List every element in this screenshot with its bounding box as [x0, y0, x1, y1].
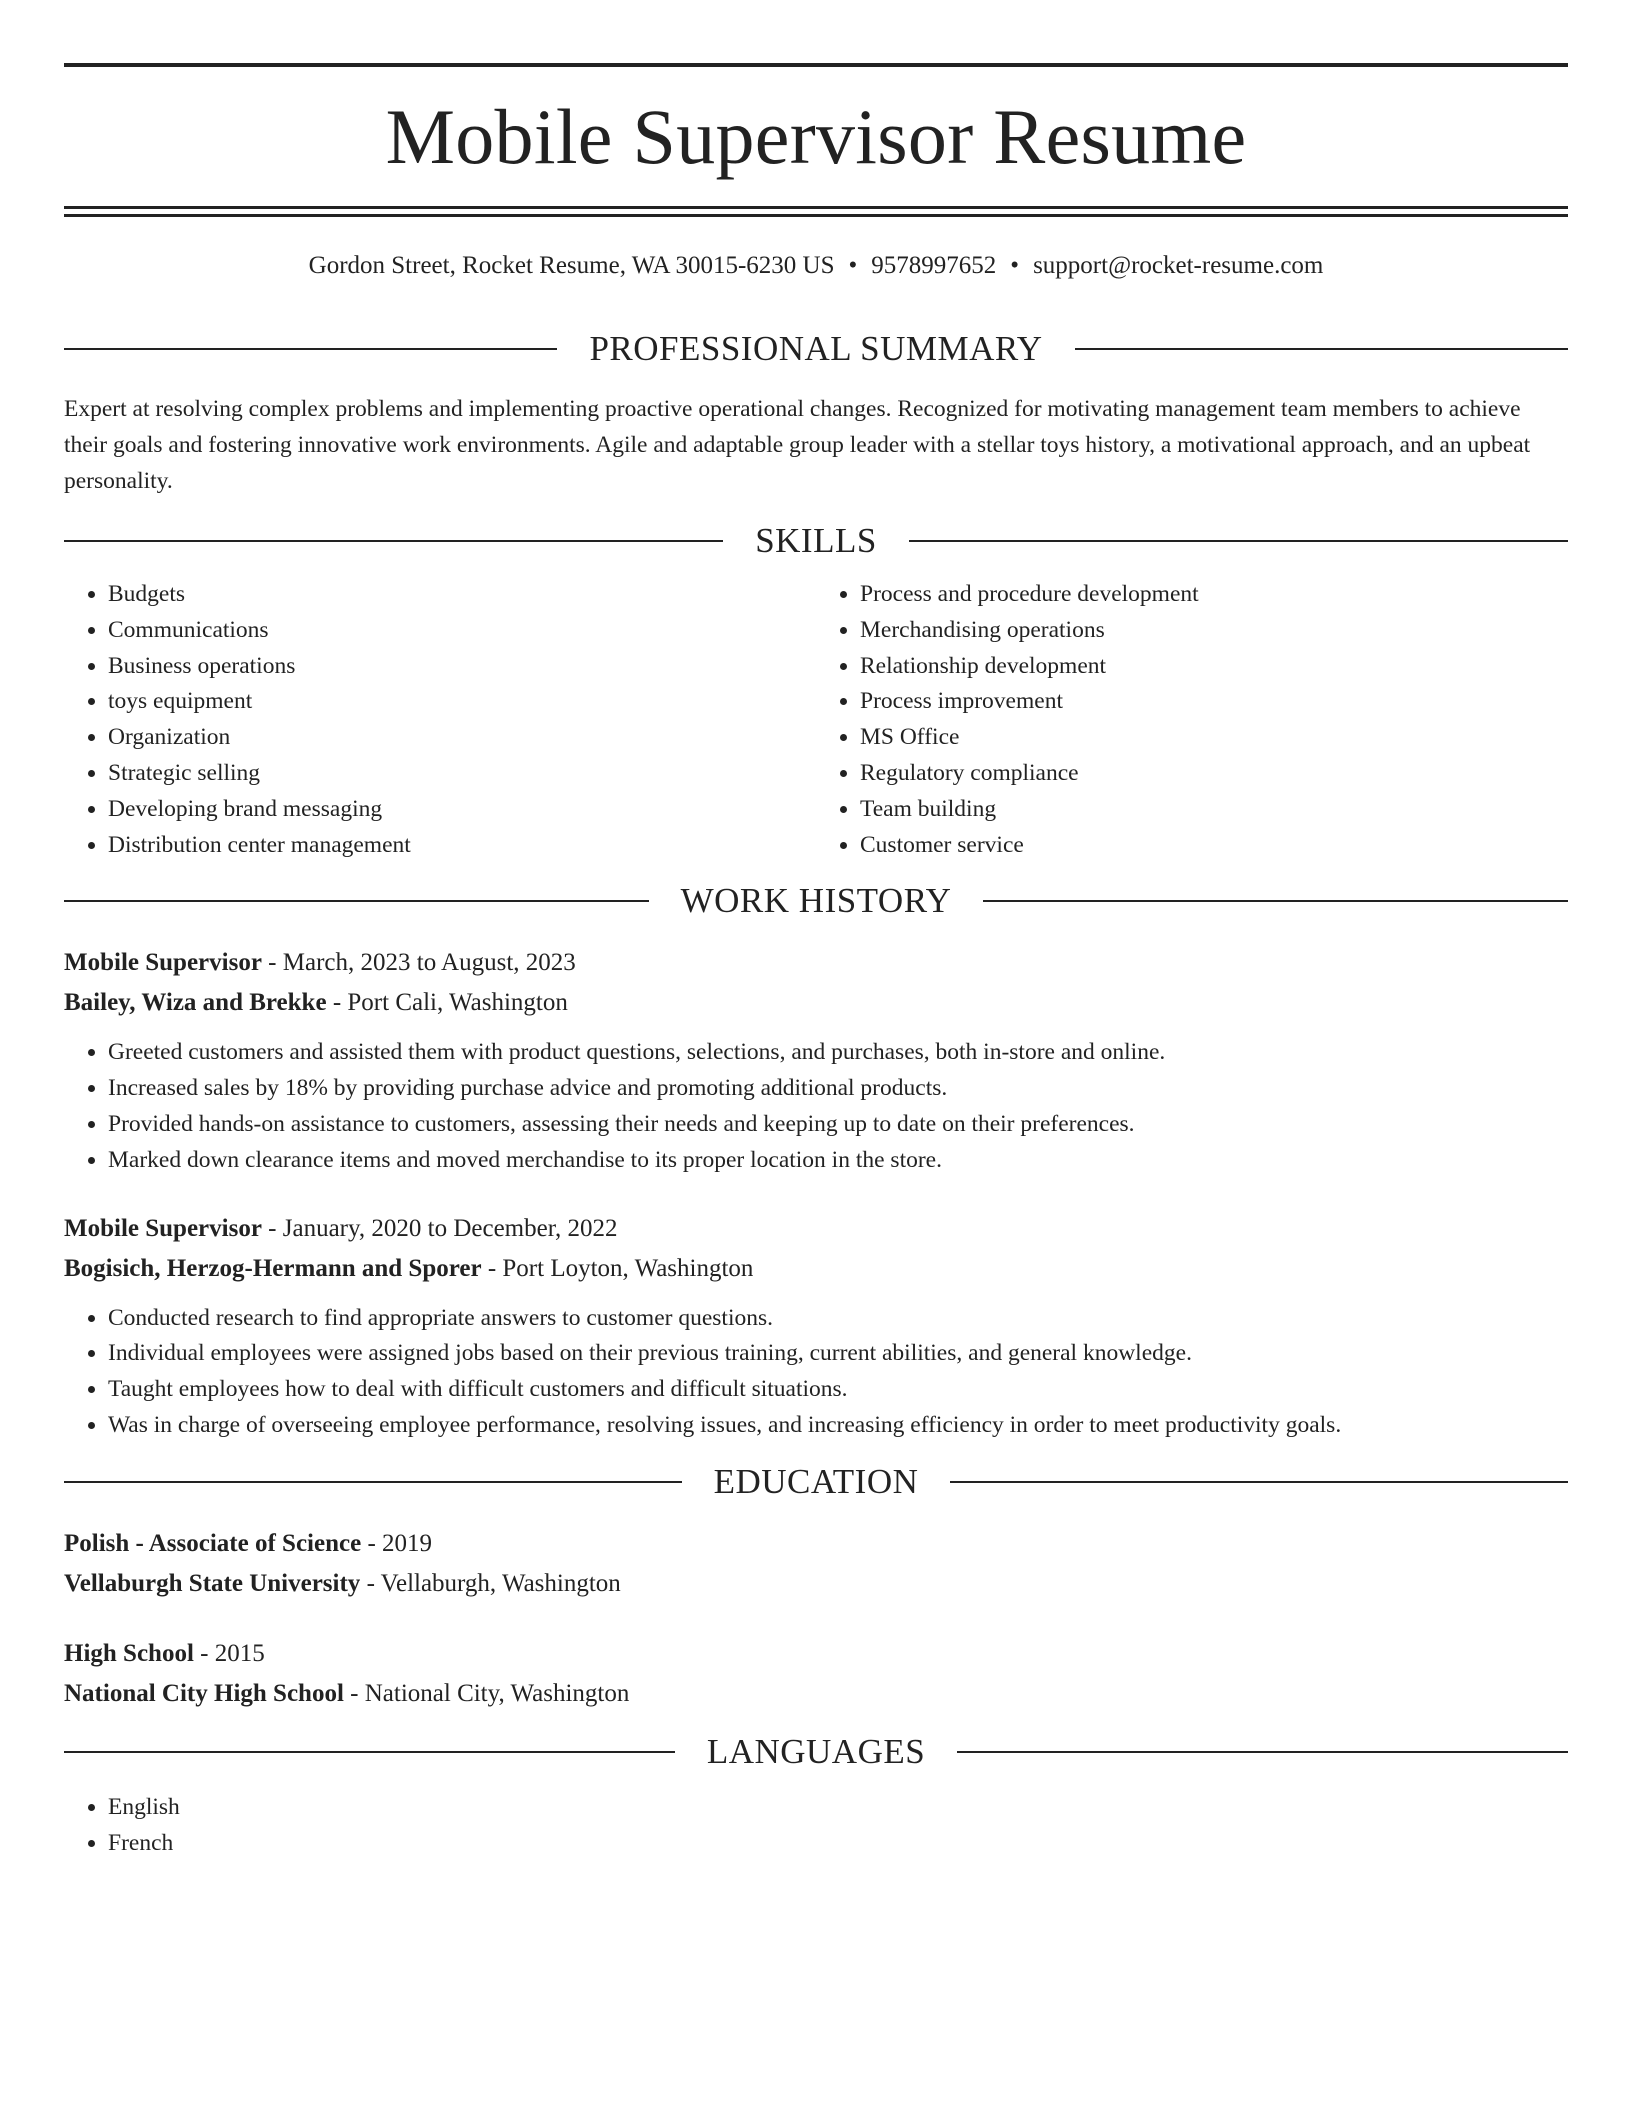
job-company: Bailey, Wiza and Brekke: [64, 989, 327, 1017]
heading-rule: [64, 1751, 675, 1753]
contact-line: [64, 251, 1568, 281]
work-heading: WORK HISTORY: [680, 881, 952, 921]
header-rule-1: [64, 206, 1568, 209]
skill-item: • Distribution center management: [108, 828, 816, 864]
skill-item: • Organization: [108, 720, 816, 756]
languages-section-heading: [64, 1730, 1568, 1774]
languages-heading: LANGUAGES: [706, 1731, 926, 1771]
skill-item: • Relationship development: [860, 649, 1568, 685]
skill-item: • Communications: [108, 613, 816, 649]
heading-rule: [64, 348, 557, 350]
summary-text: Expert at resolving complex problems and implementing proactive operational changes. Recognized for motivating management team members to achieve their goals and fostering innovative work environments. Agile and adaptable group leader with a stellar toys history, a motivational approach, and an upbeat personality.: [64, 396, 1531, 494]
heading-rule: [950, 1481, 1568, 1483]
job-dates: - March, 2023 to August, 2023: [261, 949, 576, 977]
contact-phone: 9578997652: [871, 252, 997, 279]
skill-item: • Regulatory compliance: [860, 756, 1568, 792]
job-bullet: • Greeted customers and assisted them with product questions, selections, and purchases, both in-store and online.: [108, 1035, 1568, 1071]
heading-rule: [1075, 348, 1568, 350]
skill-item: • Budgets: [108, 577, 816, 613]
languages-list: [64, 1790, 1568, 1862]
job-bullets: [64, 1035, 1568, 1178]
job-bullet: • Individual employees were assigned jobs based on their previous training, current abilities, and general knowledge.: [108, 1336, 1568, 1372]
heading-rule: [983, 900, 1568, 902]
job-company-line: [64, 1249, 1568, 1289]
skills-columns: [64, 577, 1568, 863]
language-item: • French: [108, 1826, 1568, 1862]
job-entry: [64, 943, 1568, 1178]
heading-rule: [64, 1481, 682, 1483]
education-degree-line: [64, 1634, 1568, 1674]
education-year: - 2019: [361, 1529, 433, 1557]
header-rule-2: [64, 214, 1568, 217]
education-section-heading: [64, 1460, 1568, 1504]
job-bullet: • Taught employees how to deal with difficult customers and difficult situations.: [108, 1372, 1568, 1408]
education-degree: High School: [64, 1639, 194, 1667]
education-school: Vellaburgh State University: [64, 1569, 361, 1597]
job-bullet: • Was in charge of overseeing employee performance, resolving issues, and increasing efficiency in order to meet productivity goals.: [108, 1408, 1568, 1444]
contact-separator: •: [848, 252, 858, 279]
education-school-line: [64, 1564, 1568, 1604]
education-school: National City High School: [64, 1679, 344, 1707]
contact-address: Gordon Street, Rocket Resume, WA 30015-6230 US: [308, 252, 835, 279]
job-bullet: • Conducted research to find appropriate answers to customer questions.: [108, 1301, 1568, 1337]
skills-section-heading: [64, 519, 1568, 563]
skills-list-right: [816, 577, 1568, 863]
job-title-line: [64, 1209, 1568, 1249]
heading-rule: [957, 1751, 1568, 1753]
skill-item: • Developing brand messaging: [108, 792, 816, 828]
job-title: Mobile Supervisor: [64, 1214, 262, 1242]
language-item: • English: [108, 1790, 1568, 1826]
education-entry: [64, 1634, 1568, 1714]
heading-rule: [64, 900, 649, 902]
skill-item: • MS Office: [860, 720, 1568, 756]
job-location: - Port Loyton, Washington: [481, 1254, 754, 1282]
work-section-heading: [64, 879, 1568, 923]
resume-title: Mobile Supervisor Resume: [385, 93, 1247, 180]
education-year: - 2015: [193, 1639, 265, 1667]
contact-email: support@rocket-resume.com: [1033, 252, 1324, 279]
resume-page: [64, 0, 1568, 1861]
job-title-line: [64, 943, 1568, 983]
skill-item: • Merchandising operations: [860, 613, 1568, 649]
skill-item: • Process improvement: [860, 684, 1568, 720]
contact-separator: •: [1010, 252, 1020, 279]
job-dates: - January, 2020 to December, 2022: [261, 1214, 618, 1242]
education-degree-line: [64, 1524, 1568, 1564]
job-title: Mobile Supervisor: [64, 949, 262, 977]
education-location: - National City, Washington: [343, 1679, 630, 1707]
job-bullet: • Increased sales by 18% by providing purchase advice and promoting additional products.: [108, 1071, 1568, 1107]
skills-list-left: [64, 577, 816, 863]
education-entry: [64, 1524, 1568, 1604]
education-degree: Polish - Associate of Science: [64, 1529, 362, 1557]
skill-item: • Strategic selling: [108, 756, 816, 792]
job-location: - Port Cali, Washington: [326, 989, 568, 1017]
job-bullets: [64, 1301, 1568, 1444]
job-entry: [64, 1209, 1568, 1444]
heading-rule: [64, 540, 723, 542]
job-bullet: • Marked down clearance items and moved merchandise to its proper location in the store.: [108, 1143, 1568, 1179]
education-location: - Vellaburgh, Washington: [360, 1569, 621, 1597]
skill-item: • Customer service: [860, 828, 1568, 864]
skill-item: • Process and procedure development: [860, 577, 1568, 613]
job-bullet: • Provided hands-on assistance to customers, assessing their needs and keeping up to date on their preferences.: [108, 1107, 1568, 1143]
education-heading: EDUCATION: [713, 1461, 919, 1501]
skill-item: • Business operations: [108, 649, 816, 685]
skills-heading: SKILLS: [755, 521, 877, 560]
job-company-line: [64, 983, 1568, 1023]
heading-rule: [909, 540, 1568, 542]
summary-heading: PROFESSIONAL SUMMARY: [589, 329, 1043, 368]
skill-item: • Team building: [860, 792, 1568, 828]
job-company: Bogisich, Herzog-Hermann and Sporer: [64, 1254, 482, 1282]
education-school-line: [64, 1674, 1568, 1714]
summary-section-heading: [64, 327, 1568, 371]
skill-item: • toys equipment: [108, 684, 816, 720]
